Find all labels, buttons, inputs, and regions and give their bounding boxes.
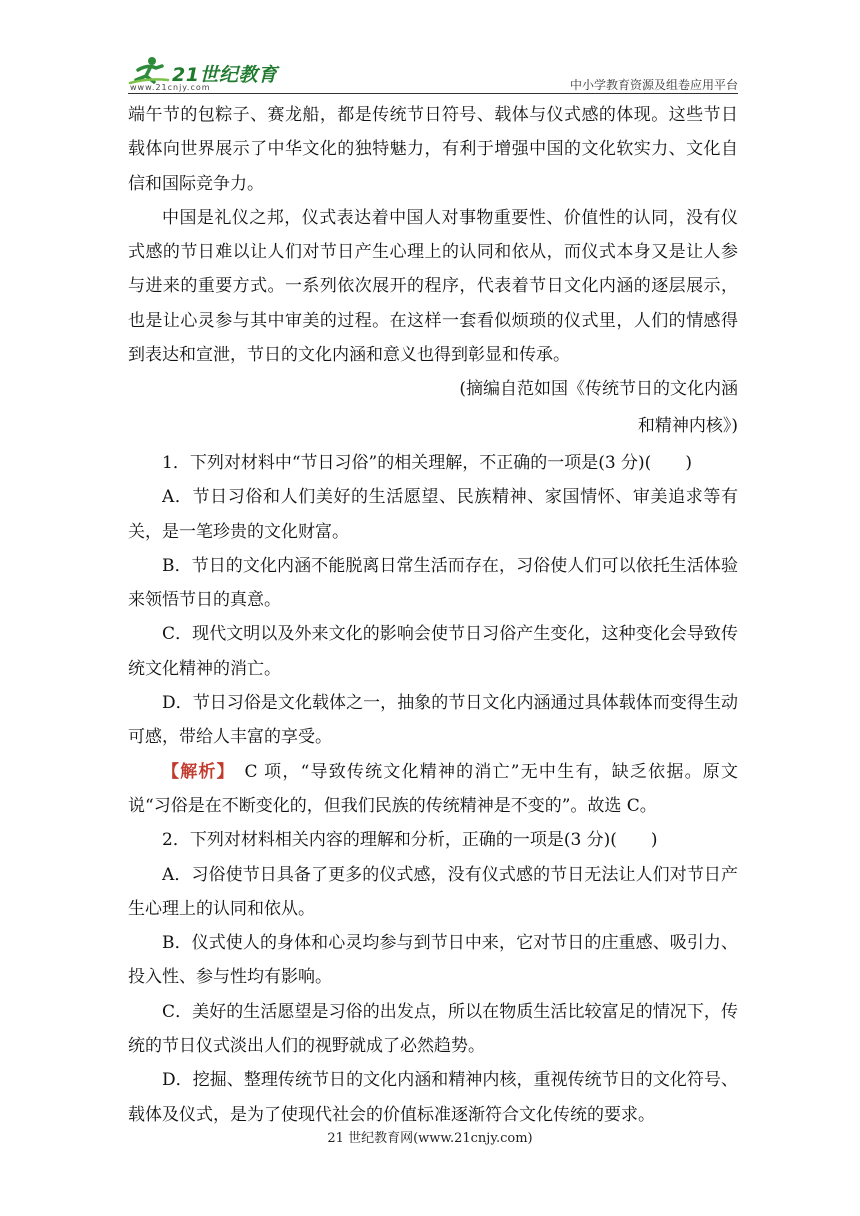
question-1-stem: 1．下列对材料中“节日习俗”的相关理解，不正确的一项是(3 分)( ) (162, 452, 692, 473)
analysis-label: 【解析】 (162, 761, 227, 782)
question-1-option-c: C．现代文明以及外来文化的影响会使节日习俗产生变化，这种变化会导致传统文化精神的消亡。 (128, 624, 738, 679)
paragraph: 中国是礼仪之邦，仪式表达着中国人对事物重要性、价值性的认同，没有仪式感的节日难以让人们对节日产生心理上的认同和依从，而仪式本身又是让人参与进来的重要方式。一系列依次展开的程序，代表着节日文化内涵的逐层展示，也是让心灵参与其中审美的过程。在这样一套看似烦琐的仪式里，人们的情感得到表达和宣泄，节日的文化内涵和意义也得到彰显和传承。 (128, 207, 738, 366)
question-1-option-b: B．节日的文化内涵不能脱离日常生活而存在，习俗使人们可以依托生活体验来领悟节日的真意。 (128, 555, 738, 611)
question-2-stem: 2．下列对材料相关内容的理解和分析，正确的一项是(3 分)( ) (162, 830, 658, 851)
paragraph: 端午节的包粽子、赛龙船，都是传统节日符号、载体与仪式感的体现。这些节日载体向世界展示了中华文化的独特魅力，有利于增强中国的文化软实力、文化自信和国际竞争力。 (128, 105, 738, 194)
question-1-option-a: A．节日习俗和人们美好的生活愿望、民族精神、家国情怀、审美追求等有关，是一笔珍贵的文化财富。 (128, 487, 738, 542)
source-citation-line1: (摘编自范如国《传统节日的文化内涵 (459, 379, 738, 400)
question-2-option-a: A．习俗使节日具备了更多的仪式感，没有仪式感的节日无法让人们对节日产生心理上的认同和依从。 (128, 864, 738, 919)
question-2-option-d: D．挖掘、整理传统节日的文化内涵和精神内核，重视传统节日的文化符号、载体及仪式，是为了使现代社会的价值标准逐渐符合文化传统的要求。 (128, 1070, 738, 1125)
site-url: www.21cnjy.com (130, 83, 211, 92)
site-logo (128, 56, 298, 96)
source-citation-line2: 和精神内核》) (637, 415, 738, 436)
page-header (128, 56, 738, 96)
site-brand: 21世纪教育 (172, 64, 278, 86)
header-tagline: 中小学教育资源及组卷应用平台 (569, 78, 738, 92)
analysis-text: C 项，“导致传统文化精神的消亡”无中生有，缺乏依据。原文说“习俗是在不断变化的，但我们民族的传统精神是不变的”。故选 C。 (128, 761, 739, 816)
question-1-option-d: D．节日习俗是文化载体之一，抽象的节日文化内涵通过具体载体而变得生动可感，带给人丰富的享受。 (128, 693, 738, 748)
runner-icon (128, 56, 172, 86)
question-1-analysis (128, 755, 738, 824)
document-body (128, 98, 738, 1132)
question-2-option-c: C．美好的生活愿望是习俗的出发点，所以在物质生活比较富足的情况下，传统的节日仪式淡出人们的视野就成了必然趋势。 (128, 1001, 738, 1057)
page-footer: 21 世纪教育网(www.21cnjy.com) (327, 1131, 533, 1146)
header-divider (128, 93, 738, 94)
question-2-option-b: B．仪式使人的身体和心灵均参与到节日中来，它对节日的庄重感、吸引力、投入性、参与性均有影响。 (128, 933, 738, 988)
